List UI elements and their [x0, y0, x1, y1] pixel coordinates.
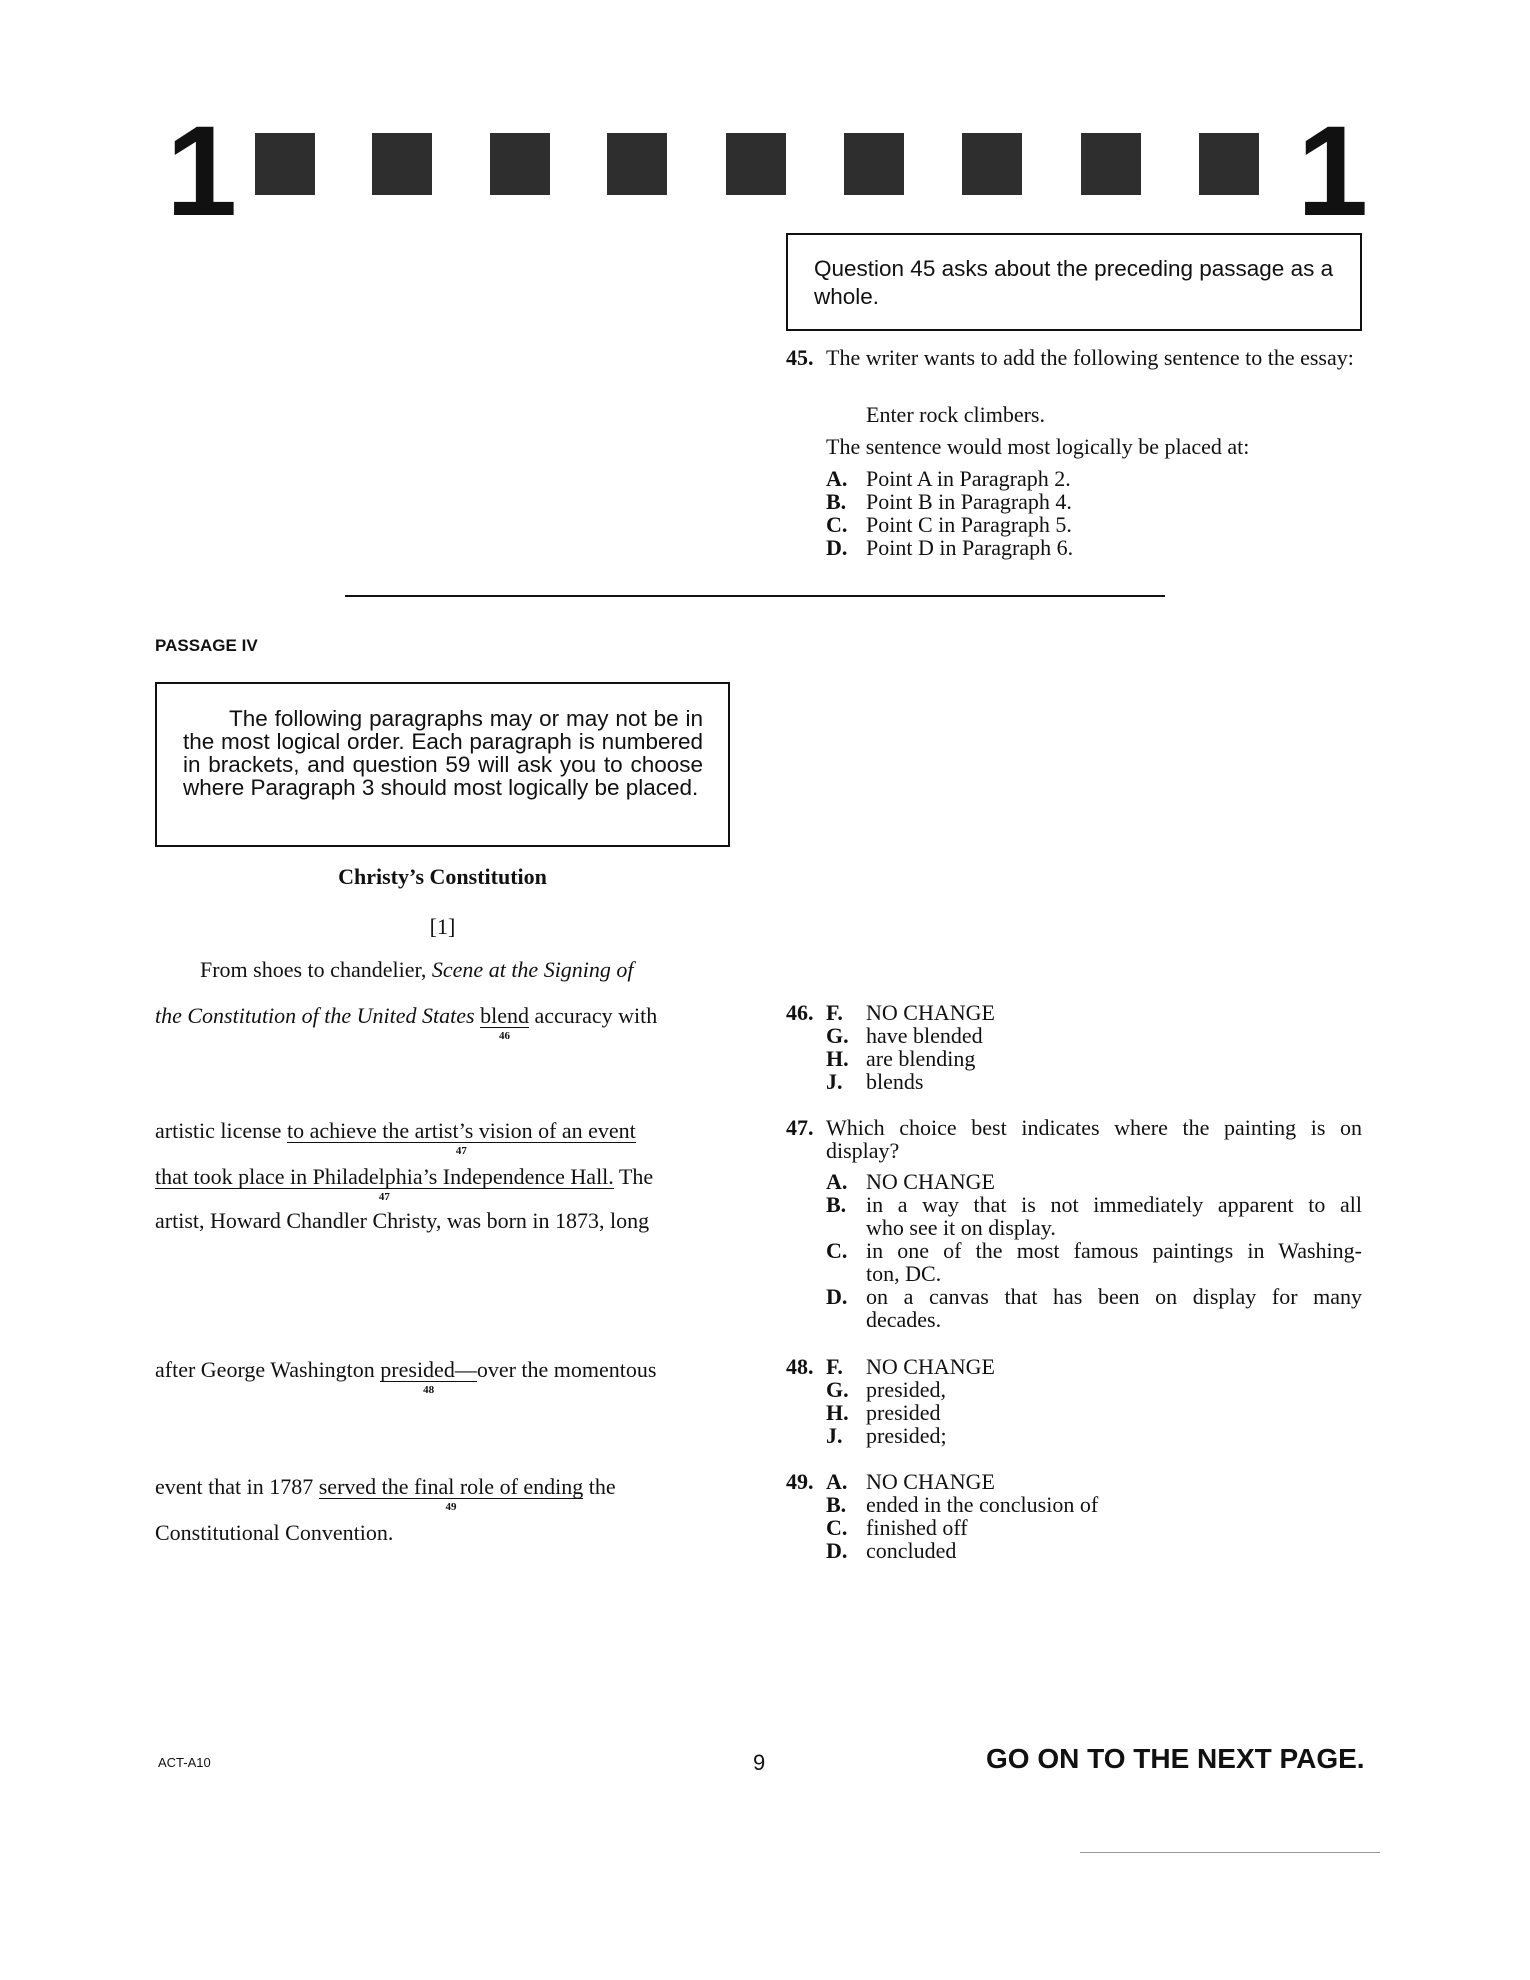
header-square: [962, 133, 1022, 195]
header-square: [372, 133, 432, 195]
question-number: 48.: [786, 1354, 814, 1379]
paragraph-number: [1]: [429, 914, 456, 939]
question-number: 46.: [786, 1000, 814, 1025]
answer-options: [826, 1170, 1362, 1331]
header-square: [844, 133, 904, 195]
q45-instruction-text: Question 45 asks about the preceding passage as a whole.: [814, 256, 1334, 309]
header-square: [1081, 133, 1141, 195]
option-b[interactable]: B. in a way that is not immediately apparent to all who see it on display.: [826, 1192, 1362, 1240]
passage-line-5: artist, Howard Chandler Christy, was born in 1873, long: [155, 1208, 650, 1233]
passage-line-7: event that in 1787 served the final role of ending 49 the: [155, 1474, 616, 1513]
option-c[interactable]: C. in one of the most famous paintings in Washing- ton, DC.: [826, 1238, 1362, 1286]
underlined-portion-48[interactable]: presided— 48: [380, 1357, 477, 1396]
passage-line-3: artistic license to achieve the artist’s vision of an event 47: [155, 1118, 636, 1157]
q45-instruction-box: [786, 233, 1362, 331]
question-stem: The writer wants to add the following sentence to the essay:: [826, 345, 1354, 370]
passage-intro-text: The following paragraphs may or may not be in the most logical order. Each paragraph is numbered in brackets, and question 59 will ask you to choose where Paragraph 3 should most logically be placed.: [183, 706, 703, 800]
passage-line-8: Constitutional Convention.: [155, 1520, 394, 1545]
passage-heading: PASSAGE IV: [155, 636, 258, 655]
underlined-portion-46[interactable]: blend 46: [480, 1003, 529, 1042]
item-number-46: 46: [499, 1030, 511, 1042]
item-number-47: 47: [455, 1145, 467, 1157]
question-quote: Enter rock climbers.: [866, 402, 1045, 427]
section-number-left: 1: [166, 100, 234, 243]
question-number: 47.: [786, 1115, 814, 1140]
question-stem: Which choice best indicates where the painting is on display?: [826, 1115, 1362, 1163]
header-square: [490, 133, 550, 195]
section-number-right: 1: [1297, 100, 1365, 243]
passage-line-2: the Constitution of the United States blend 46 accuracy with: [155, 1003, 658, 1042]
header-square: [255, 133, 315, 195]
underlined-portion-49[interactable]: served the final role of ending 49: [318, 1474, 584, 1513]
header-square: [726, 133, 786, 195]
option-d[interactable]: D. on a canvas that has been on display for many decades.: [826, 1284, 1362, 1332]
section-divider: [345, 595, 1165, 597]
underlined-portion-47b[interactable]: that took place in Philadelphia’s Independence Hall. 47: [155, 1164, 614, 1203]
footer-code: ACT-A10: [158, 1755, 211, 1770]
header-square: [607, 133, 667, 195]
item-number-48: 48: [423, 1384, 435, 1396]
next-page-notice: GO ON TO THE NEXT PAGE.: [986, 1743, 1365, 1774]
header-square: [1199, 133, 1259, 195]
passage-line-6: after George Washington presided— 48 over the momentous: [155, 1357, 657, 1396]
passage-line-4: that took place in Philadelphia’s Independence Hall. 47 The: [155, 1164, 654, 1203]
passage-intro-box: [155, 682, 730, 847]
question-number: 49.: [786, 1469, 814, 1494]
item-number-47: 47: [378, 1191, 390, 1203]
scan-artifact-line: [1080, 1852, 1380, 1853]
page-number: 9: [753, 1750, 766, 1775]
underlined-portion-47a[interactable]: to achieve the artist’s vision of an event 47: [286, 1118, 636, 1157]
option-a[interactable]: A. NO CHANGE: [826, 1169, 995, 1194]
question-prompt: The sentence would most logically be placed at:: [826, 434, 1250, 459]
item-number-49: 49: [445, 1501, 457, 1513]
passage-line-1: From shoes to chandelier, Scene at the Signing of: [200, 957, 634, 982]
passage-title: Christy’s Constitution: [338, 864, 547, 889]
question-number: 45.: [786, 345, 814, 370]
